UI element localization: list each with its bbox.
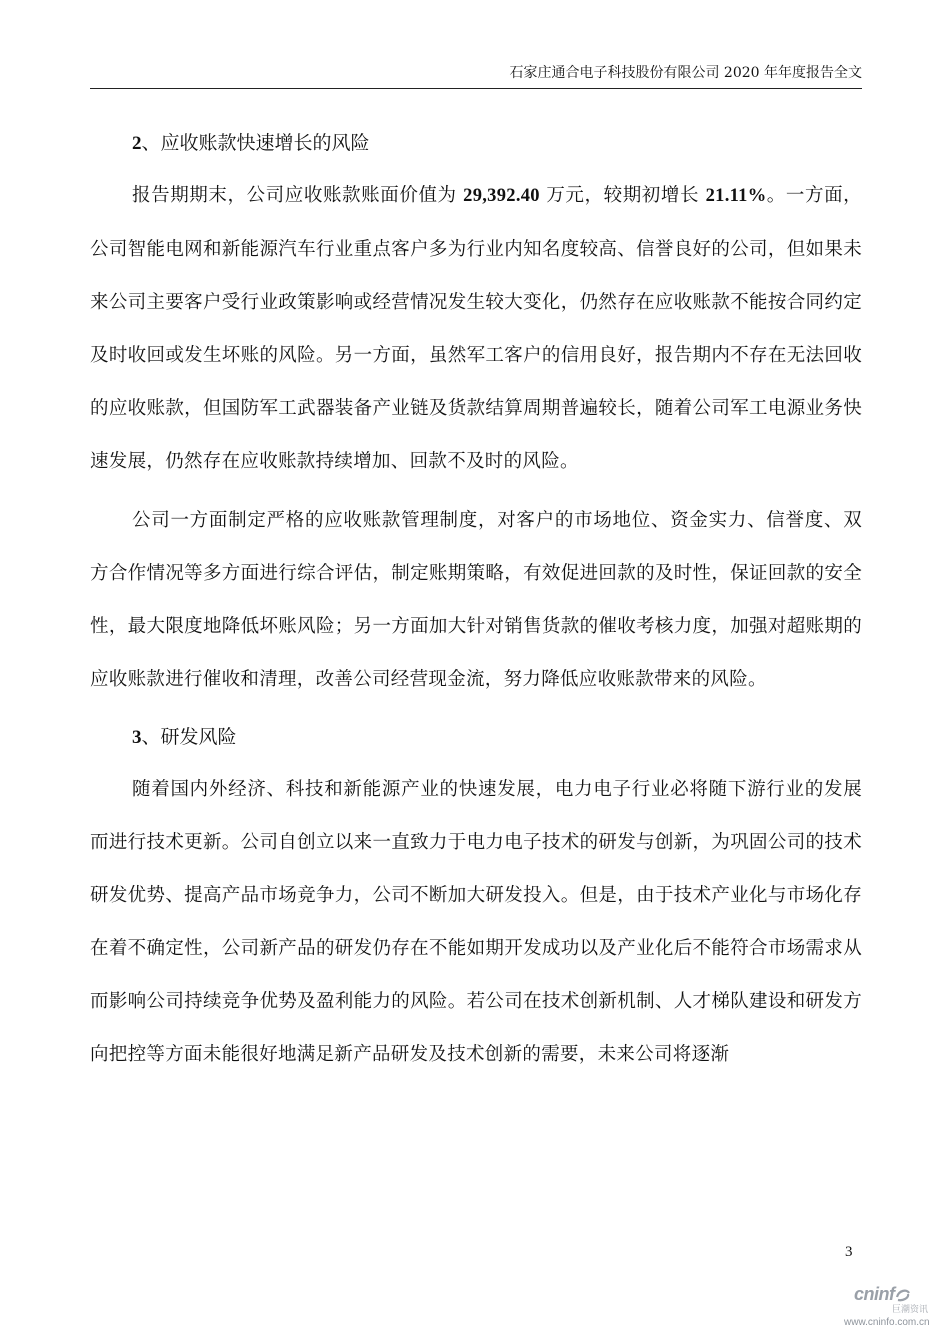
logo-url: www.cninfo.com.cn xyxy=(844,1317,930,1328)
paragraph: 报告期期末，公司应收账款账面价值为 29,392.40 万元，较期初增长 21.11%。一方面，公司智能电网和新能源汽车行业重点客户多为行业内知名度较高、信誉良好的公司，但如果未来公司主要客户受行业政策影响或经营情况发生较大变化，仍然存在应收账款不能按合同约定及时收回或发生坏账的风险。另一方面，虽然军工客户的信用良好，报告期内不存在无法回收的应收账款，但国防军工武器装备产业链及货款结算周期普遍较长，随着公司军工电源业务快速发展，仍然存在应收账款持续增加、回款不及时的风险。 xyxy=(90,185,862,472)
logo-brand: cninf xyxy=(854,1284,944,1304)
page-header xyxy=(90,62,862,89)
swirl-icon xyxy=(895,1288,911,1302)
section-heading-rnd: 3、研发风险 xyxy=(132,726,237,748)
cninfo-watermark-logo xyxy=(844,1284,944,1340)
logo-brand-cn: 巨潮资讯 xyxy=(891,1305,928,1315)
growth-rate: 21.11% xyxy=(705,186,767,206)
section-heading-receivables: 2、应收账款快速增长的风险 xyxy=(132,132,370,154)
receivables-value: 29,392.40 xyxy=(463,186,540,206)
header-title: 石家庄通合电子科技股份有限公司 2020 年年度报告全文 xyxy=(509,65,862,81)
document-body xyxy=(90,118,862,1081)
paragraph: 公司一方面制定严格的应收账款管理制度，对客户的市场地位、资金实力、信誉度、双方合作情况等多方面进行综合评估，制定账期策略，有效促进回款的及时性，保证回款的安全性，最大限度地降低坏账风险；另一方面加大针对销售货款的催收考核力度，加强对超账期的应收账款进行催收和清理，改善公司经营现金流，努力降低应收账款带来的风险。 xyxy=(90,510,862,690)
paragraph: 随着国内外经济、科技和新能源产业的快速发展，电力电子行业必将随下游行业的发展而进行技术更新。公司自创立以来一直致力于电力电子技术的研发与创新，为巩固公司的技术研发优势、提高产品市场竞争力，公司不断加大研发投入。但是，由于技术产业化与市场化存在着不确定性，公司新产品的研发仍存在不能如期开发成功以及产业化后不能符合市场需求从而影响公司持续竞争优势及盈利能力的风险。若公司在技术创新机制、人才梯队建设和研发方向把控等方面未能很好地满足新产品研发及技术创新的需要，未来公司将逐渐 xyxy=(90,779,862,1065)
page-number: 3 xyxy=(845,1244,853,1260)
